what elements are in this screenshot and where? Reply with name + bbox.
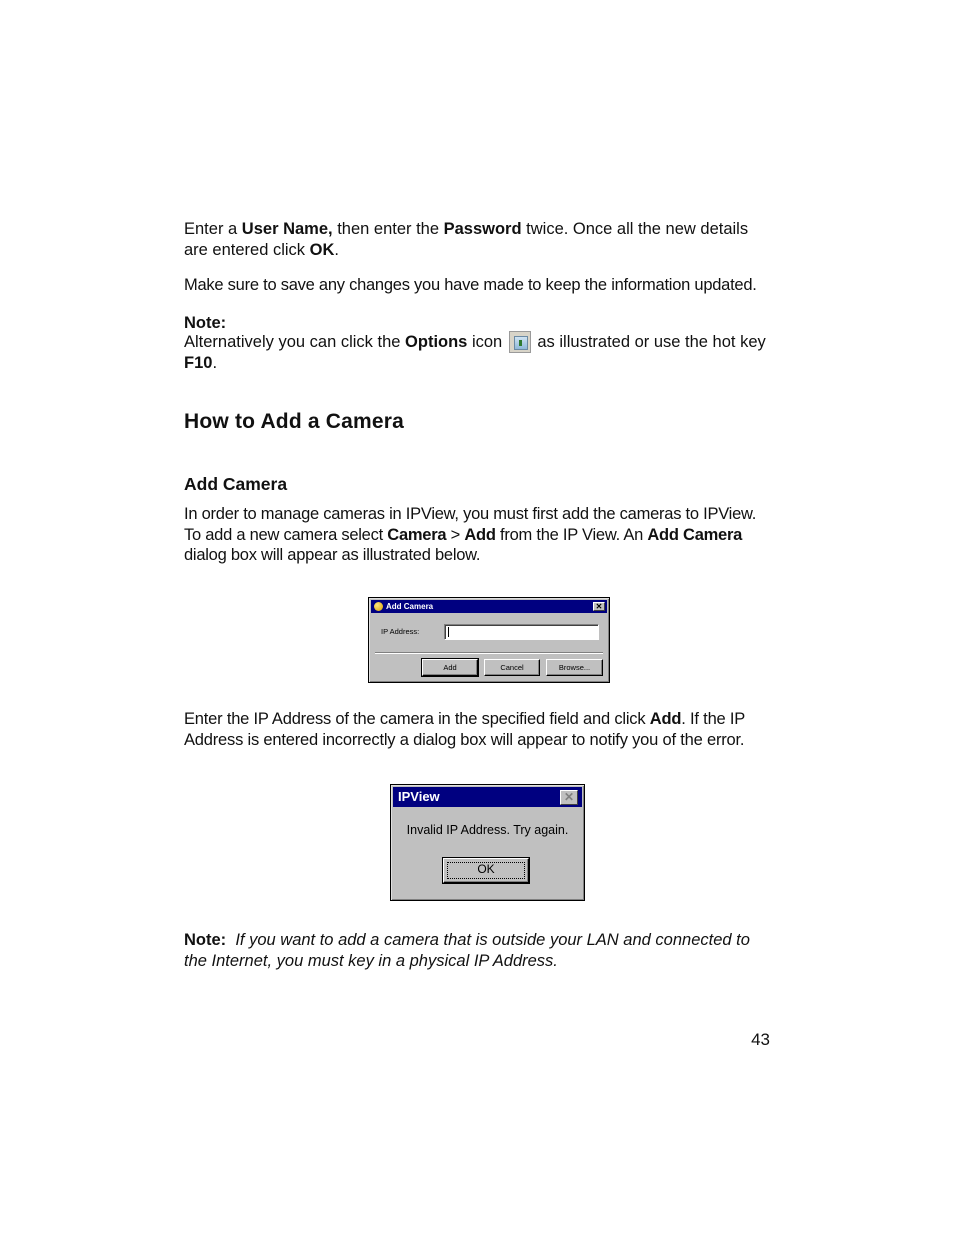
add-button[interactable]: Add xyxy=(422,659,478,676)
ip-address-paragraph xyxy=(184,709,774,750)
text: Enter the IP Address of the camera in the specified field and click xyxy=(184,710,650,728)
intro-paragraph-2: Make sure to save any changes you have made to keep the information updated. xyxy=(184,276,757,294)
ip-address-label: IP Address: xyxy=(381,627,420,636)
page-number: 43 xyxy=(751,1030,770,1049)
focus-rect xyxy=(447,862,525,879)
bold-user-name: User Name, xyxy=(241,220,333,238)
dialog-title: Add Camera xyxy=(386,602,434,611)
text: dialog box will appear as illustrated below. xyxy=(184,546,481,564)
note-paragraph xyxy=(184,331,774,374)
add-camera-dialog xyxy=(368,597,610,683)
options-icon xyxy=(509,331,531,353)
bold-password: Password xyxy=(443,220,522,238)
add-camera-paragraph xyxy=(184,504,774,566)
close-icon[interactable]: ✕ xyxy=(593,602,605,611)
text: > xyxy=(446,525,465,544)
dialog-title: IPView xyxy=(398,789,440,804)
cancel-button[interactable]: Cancel xyxy=(484,659,540,676)
final-note xyxy=(184,930,774,972)
app-icon xyxy=(374,602,383,611)
bold-camera: Camera xyxy=(387,525,447,544)
bold-add: Add xyxy=(649,710,682,728)
error-dialog xyxy=(390,784,585,901)
section-heading: How to Add a Camera xyxy=(184,410,405,433)
ok-button[interactable] xyxy=(443,858,529,883)
ok-label: OK xyxy=(477,862,495,876)
text: as illustrated or use the hot key xyxy=(532,333,766,351)
close-icon[interactable]: ✕ xyxy=(560,790,578,805)
bold-add-camera: Add Camera xyxy=(647,525,743,544)
bold-ok: OK xyxy=(309,240,335,259)
text: . xyxy=(334,240,339,259)
ip-address-input[interactable] xyxy=(444,624,599,640)
text: Enter a xyxy=(184,220,242,238)
browse-button[interactable]: Browse... xyxy=(546,659,603,676)
subsection-heading: Add Camera xyxy=(184,474,288,494)
note-text: If you want to add a camera that is outside your LAN and connected to the Internet, you must key in a physical IP Address. xyxy=(184,931,750,970)
text: then enter the xyxy=(332,220,444,238)
text: from the IP View. An xyxy=(495,525,648,544)
text: . If the IP Address is entered incorrectly a dialog box will appear to notify you of the error. xyxy=(184,710,745,749)
text: icon xyxy=(467,333,507,351)
note-heading: Note: xyxy=(184,931,227,949)
dialog-titlebar xyxy=(393,787,582,807)
bold-f10: F10 xyxy=(184,354,213,372)
text: In order to manage cameras in IPView, you must first add the cameras to IPView. To add a new camera select xyxy=(184,505,757,544)
intro-paragraph-1 xyxy=(184,219,774,260)
text: Alternatively you can click the xyxy=(184,333,406,351)
dialog-titlebar xyxy=(371,600,607,613)
text: twice. Once all the new details are entered click xyxy=(184,220,749,259)
bold-options: Options xyxy=(405,333,468,351)
text: . xyxy=(212,354,218,372)
note-heading: Note: xyxy=(184,314,227,332)
divider xyxy=(375,652,603,654)
text-caret xyxy=(448,627,449,637)
error-message: Invalid IP Address. Try again. xyxy=(406,823,569,837)
bold-add: Add xyxy=(464,525,496,544)
